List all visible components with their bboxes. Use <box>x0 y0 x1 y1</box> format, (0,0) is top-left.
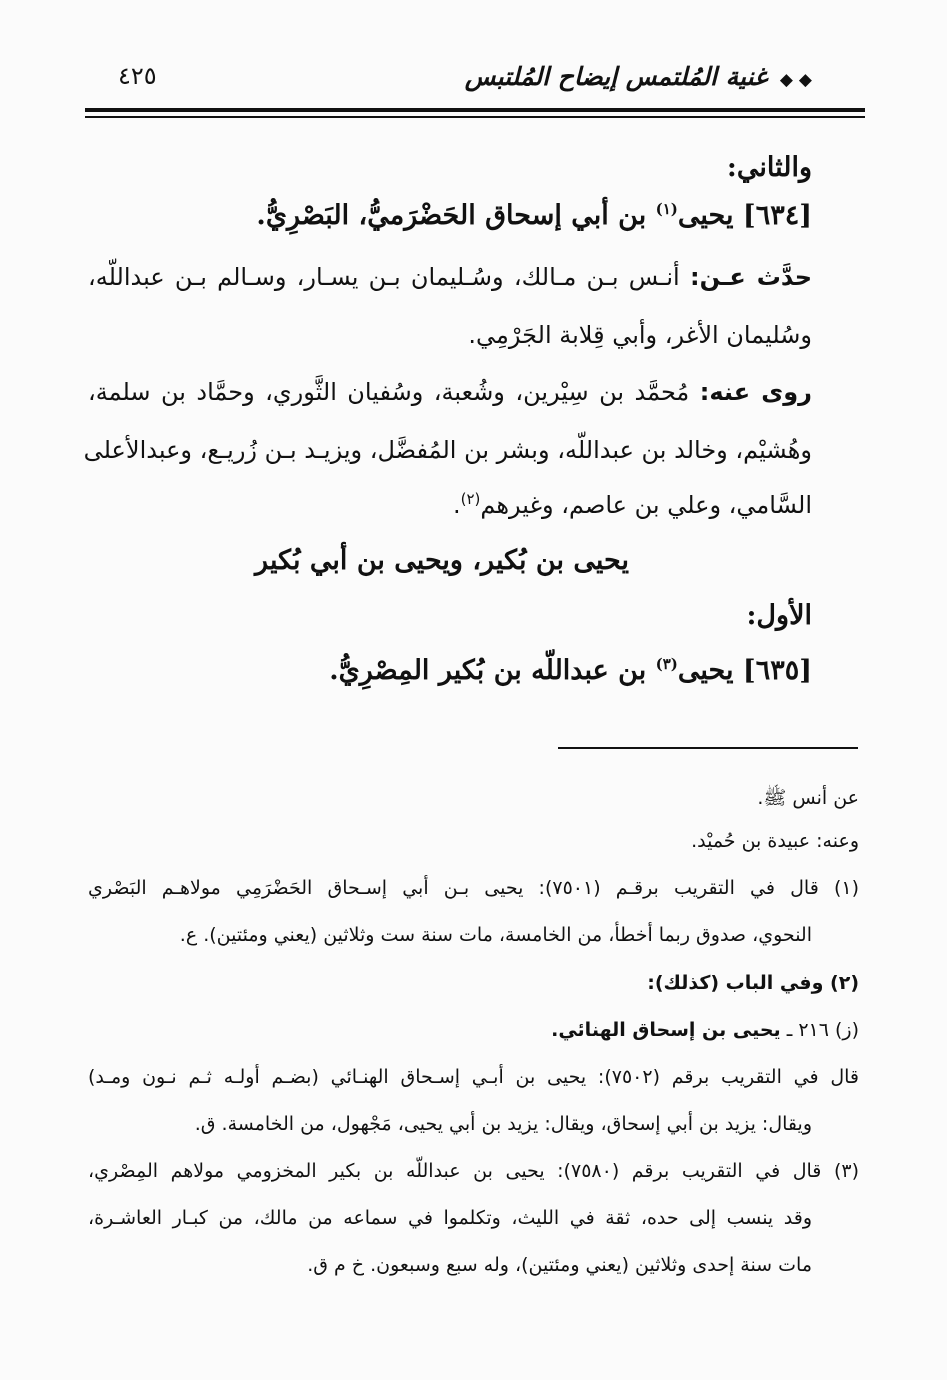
footnote-2-line-2: (ز) ٢١٦ ـ يحيى بن إسحاق الهنائي. <box>551 1019 859 1041</box>
narrated-by-line-3: السَّامي، وعلي بن عاصم، وغيرهم$^{(٢)}$. <box>452 490 812 519</box>
entry-634-heading <box>256 200 812 231</box>
footnote-1-line-1: (١) قال في التقريب برقـم (٧٥٠١): يحيى بـن أبي إسـحاق الحَضْرَمِي مولاهـم البَصْري <box>88 877 859 899</box>
footnote-separator <box>558 747 858 749</box>
footnote-ref-3: (٣) <box>655 655 678 673</box>
footnote-context-1: عن أنس ﷺ. <box>757 787 859 809</box>
footnote-context-2: وعنه: عبيدة بن حُميْد. <box>691 830 859 852</box>
narrated-from-line-2: وسُليمان الأغر، وأبي قِلابة الجَرْمِي. <box>468 321 812 349</box>
narrated-by-label: روى عنه: <box>699 378 812 406</box>
diamond-ornament-icon: ◆ ◆ <box>779 70 812 90</box>
footnote-2-line-3: قال في التقريب برقم (٧٥٠٢): يحيى بن أبـي إسـحاق الهنـائي (بضـم أولـه ثـم نـون ومـد) <box>88 1066 859 1088</box>
header-rule-thick <box>85 108 865 112</box>
entry-number: [٦٣٥] <box>742 655 812 686</box>
header-rule-thin <box>85 116 865 118</box>
section-title: يحيى بن بُكير، ويحيى بن أبي بُكير <box>255 545 629 576</box>
narrated-by-text-3: السَّامي، وعلي بن عاصم، وغيرهم <box>480 491 812 519</box>
entry-635-heading <box>329 655 812 686</box>
entry-name: يحيى <box>677 200 734 231</box>
narrator-name: يحيى بن إسحاق الهنائي. <box>551 1019 781 1041</box>
footnote-ref-2: (٢) <box>460 490 481 508</box>
footnote-2-line-4: ويقال: يزيد بن أبي إسحاق، ويقال: يزيد بن أبي يحيى، مَجْهول، من الخامسة. ق. <box>194 1113 812 1135</box>
footnote-2-line-1: (٢) وفي الباب (كذلك): <box>647 972 859 994</box>
second-label: والثاني: <box>726 152 812 183</box>
footnote-ref-1: (١) <box>655 200 678 218</box>
narrated-by-text-1: مُحمَّد بن سِيْرين، وشُعبة، وسُفيان الثَّوري، وحمَّاد بن سلمة، <box>88 378 690 406</box>
narrated-by-line-1 <box>88 377 812 407</box>
entry-name-rest: بن أبي إسحاق الحَضْرَميُّ، البَصْرِيُّ. <box>256 200 647 231</box>
footnote-3-line-1: (٣) قال في التقريب برقم (٧٥٨٠): يحيى بن عبداللّه بن بكير المخزومي مولاهم المِصْري، <box>88 1160 859 1182</box>
narrated-from-line-1 <box>88 262 812 292</box>
footnote-1-line-2: النحوي، صدوق ربما أخطأ، من الخامسة، مات سنة ست وثلاثين (يعني ومئتين). ع. <box>179 924 812 946</box>
footnote-3-line-2: وقد ينسب إلى حده، ثقة في الليث، وتكلموا في سماعه من مالك، من كبـار العاشـرة، <box>88 1207 812 1229</box>
entry-name-rest: بن عبداللّه بن بُكير المِصْرِيُّ. <box>329 655 647 686</box>
footnote-3-line-3: مات سنة إحدى وثلاثين (يعني ومئتين)، وله سبع وسبعون. خ م ق. <box>307 1254 812 1276</box>
entry-number: [٦٣٤] <box>742 200 812 231</box>
narrated-by-line-2: وهُشيْم، وخالد بن عبداللّه، وبشر بن المُفضَّل، ويزيـد بـن زُريـع، وعبدالأعلى <box>83 436 812 464</box>
running-header <box>465 62 812 91</box>
narrated-from-text-1: أنـس بـن مـالك، وسُـليمان بـن يسـار، وسـالم بـن عبداللّه، <box>88 263 680 291</box>
book-title: غنية المُلتمس إيضاح المُلتبس <box>464 62 768 91</box>
narrated-from-label: حدَّث عـن: <box>689 263 812 291</box>
first-label: الأول: <box>746 600 812 631</box>
page-number: ٤٢٥ <box>118 62 157 90</box>
entry-name: يحيى <box>677 655 734 686</box>
